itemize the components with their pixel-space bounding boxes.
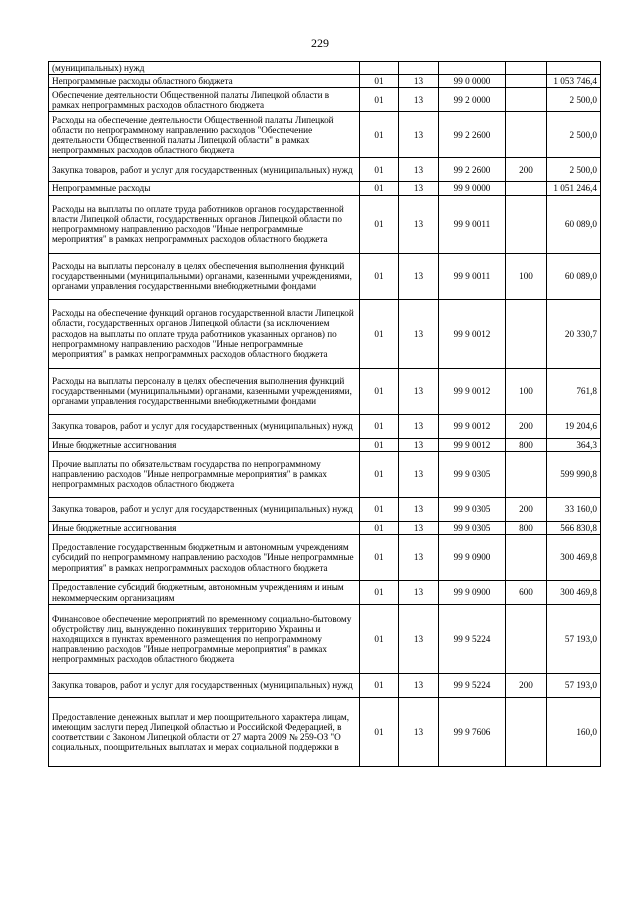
row-name: Расходы на выплаты персоналу в целях обеспечения выполнения функций государственными (муниципальными) органами, казенными учреждениями, органами управления государственными внебюджетными фондами: [49, 368, 360, 414]
row-amount: 160,0: [547, 698, 601, 767]
page-number: 229: [311, 36, 329, 50]
table-row: [49, 497, 601, 521]
row-target-article: 99 9 5224: [439, 605, 506, 674]
row-name: Финансовое обеспечение мероприятий по временному социально-бытовому обустройству лиц, вынужденно покинувших территорию Украины и находящихся в пунктах временного размещения по непрограммному направлению расходов "Иные непрограммные мероприятия" в рамках непрограммных расходов областного бюджета: [49, 605, 360, 674]
row-subsection: 13: [399, 414, 439, 438]
row-amount: 1 053 746,4: [547, 75, 601, 88]
row-target-article: 99 9 0011: [439, 195, 506, 253]
row-amount: 566 830,8: [547, 521, 601, 534]
row-target-article: 99 9 0011: [439, 253, 506, 299]
row-section: 01: [360, 521, 399, 534]
row-expense-type: 100: [506, 253, 547, 299]
row-name: Прочие выплаты по обязательствам государства по непрограммному направлению расходов "Иные непрограммные мероприятия" в рамках непрограммных расходов областного бюджета: [49, 451, 360, 497]
row-section: 01: [360, 158, 399, 182]
table-row: [49, 62, 601, 75]
row-target-article: 99 9 0305: [439, 451, 506, 497]
row-name: Предоставление субсидий бюджетным, автономным учреждениям и иным некоммерческим организациям: [49, 581, 360, 605]
row-section: [360, 62, 399, 75]
table-row: [49, 414, 601, 438]
row-target-article: 99 9 0900: [439, 535, 506, 581]
budget-table: [48, 61, 601, 767]
row-section: 01: [360, 112, 399, 158]
table-row: [49, 158, 601, 182]
row-subsection: 13: [399, 698, 439, 767]
row-amount: 599 990,8: [547, 451, 601, 497]
row-section: 01: [360, 182, 399, 195]
table-row: [49, 299, 601, 368]
row-expense-type: [506, 605, 547, 674]
row-name: Предоставление государственным бюджетным и автономным учреждениям субсидий по непрограммному направлению расходов "Иные непрограммные мероприятия" в рамках непрограммных расходов областного бюджета: [49, 535, 360, 581]
row-amount: 300 469,8: [547, 581, 601, 605]
row-subsection: 13: [399, 182, 439, 195]
table-row: [49, 182, 601, 195]
row-name: (муниципальных) нужд: [49, 62, 360, 75]
row-expense-type: 800: [506, 438, 547, 451]
table-row: [49, 88, 601, 112]
table-row: [49, 438, 601, 451]
row-name: Закупка товаров, работ и услуг для государственных (муниципальных) нужд: [49, 497, 360, 521]
row-expense-type: [506, 182, 547, 195]
row-target-article: 99 9 0305: [439, 521, 506, 534]
row-name: Иные бюджетные ассигнования: [49, 438, 360, 451]
row-expense-type: [506, 451, 547, 497]
row-expense-type: 200: [506, 158, 547, 182]
row-expense-type: [506, 75, 547, 88]
row-target-article: 99 9 0012: [439, 299, 506, 368]
row-expense-type: [506, 88, 547, 112]
row-expense-type: [506, 195, 547, 253]
table-row: [49, 698, 601, 767]
row-expense-type: 800: [506, 521, 547, 534]
table-row: [49, 521, 601, 534]
row-expense-type: [506, 698, 547, 767]
row-target-article: 99 9 0012: [439, 438, 506, 451]
row-name: Расходы на обеспечение деятельности Общественной палаты Липецкой области по непрограммному направлению расходов "Обеспечение деятельности Общественной палаты Липецкой области" в рамках непрограммных расходов областного бюджета: [49, 112, 360, 158]
row-section: 01: [360, 605, 399, 674]
row-section: 01: [360, 581, 399, 605]
row-subsection: 13: [399, 299, 439, 368]
row-expense-type: 200: [506, 497, 547, 521]
table-row: [49, 535, 601, 581]
row-subsection: 13: [399, 521, 439, 534]
row-subsection: 13: [399, 195, 439, 253]
table-row: [49, 581, 601, 605]
table-row: [49, 75, 601, 88]
row-name: Непрограммные расходы областного бюджета: [49, 75, 360, 88]
row-name: Расходы на выплаты персоналу в целях обеспечения выполнения функций государственными (муниципальными) органами, казенными учреждениями, органами управления государственными внебюджетными фондами: [49, 253, 360, 299]
row-name: Непрограммные расходы: [49, 182, 360, 195]
table-row: [49, 674, 601, 698]
table-row: [49, 451, 601, 497]
row-section: 01: [360, 75, 399, 88]
row-target-article: 99 9 0012: [439, 368, 506, 414]
row-subsection: 13: [399, 75, 439, 88]
row-name: Закупка товаров, работ и услуг для государственных (муниципальных) нужд: [49, 158, 360, 182]
table-row: [49, 112, 601, 158]
row-section: 01: [360, 299, 399, 368]
table-row: [49, 605, 601, 674]
row-amount: 57 193,0: [547, 674, 601, 698]
row-amount: 761,8: [547, 368, 601, 414]
row-target-article: 99 0 0000: [439, 75, 506, 88]
row-amount: 2 500,0: [547, 88, 601, 112]
row-amount: 300 469,8: [547, 535, 601, 581]
row-name: Закупка товаров, работ и услуг для государственных (муниципальных) нужд: [49, 674, 360, 698]
row-target-article: 99 9 0305: [439, 497, 506, 521]
row-subsection: 13: [399, 88, 439, 112]
budget-table-body: [49, 62, 601, 767]
row-amount: 2 500,0: [547, 158, 601, 182]
row-subsection: 13: [399, 674, 439, 698]
row-expense-type: [506, 112, 547, 158]
row-subsection: 13: [399, 581, 439, 605]
row-expense-type: [506, 62, 547, 75]
row-amount: 19 204,6: [547, 414, 601, 438]
row-subsection: 13: [399, 112, 439, 158]
row-subsection: 13: [399, 158, 439, 182]
row-expense-type: 100: [506, 368, 547, 414]
row-section: 01: [360, 195, 399, 253]
row-target-article: 99 9 7606: [439, 698, 506, 767]
row-name: Обеспечение деятельности Общественной палаты Липецкой области в рамках непрограммных расходов областного бюджета: [49, 88, 360, 112]
row-target-article: [439, 62, 506, 75]
row-expense-type: 600: [506, 581, 547, 605]
row-amount: 60 089,0: [547, 253, 601, 299]
row-section: 01: [360, 368, 399, 414]
row-section: 01: [360, 438, 399, 451]
row-section: 01: [360, 674, 399, 698]
row-amount: 364,3: [547, 438, 601, 451]
row-expense-type: 200: [506, 414, 547, 438]
row-name: Предоставление денежных выплат и мер поощрительного характера лицам, имеющим заслуги перед Липецкой областью и Российской Федерацией, в соответствии с Законом Липецкой области от 27 марта 2009 № 259-ОЗ "О социальных, поощрительных выплатах и мерах социальной поддержки в: [49, 698, 360, 767]
row-amount: 33 160,0: [547, 497, 601, 521]
row-amount: 20 330,7: [547, 299, 601, 368]
row-subsection: 13: [399, 253, 439, 299]
row-subsection: 13: [399, 497, 439, 521]
row-amount: [547, 62, 601, 75]
row-amount: 60 089,0: [547, 195, 601, 253]
row-amount: 1 051 246,4: [547, 182, 601, 195]
row-name: Расходы на выплаты по оплате труда работников органов государственной власти Липецкой области, государственных органов Липецкой области по непрограммному направлению расходов "Иные непрограммные мероприятия" в рамках непрограммных расходов областного бюджета: [49, 195, 360, 253]
row-section: 01: [360, 535, 399, 581]
row-name: Расходы на обеспечение функций органов государственной власти Липецкой области, государственных органов Липецкой области (за исключением расходов на выплаты по оплате труда работников указанных органов) по непрограммному направлению расходов "Иные непрограммные мероприятия" в рамках непрограммных расходов областного бюджета: [49, 299, 360, 368]
table-row: [49, 253, 601, 299]
row-amount: 57 193,0: [547, 605, 601, 674]
row-target-article: 99 9 0012: [439, 414, 506, 438]
row-subsection: 13: [399, 368, 439, 414]
row-target-article: 99 9 0000: [439, 182, 506, 195]
row-section: 01: [360, 88, 399, 112]
row-subsection: 13: [399, 535, 439, 581]
row-subsection: 13: [399, 451, 439, 497]
table-row: [49, 195, 601, 253]
row-target-article: 99 2 0000: [439, 88, 506, 112]
row-target-article: 99 9 0900: [439, 581, 506, 605]
row-section: 01: [360, 497, 399, 521]
row-target-article: 99 9 5224: [439, 674, 506, 698]
row-target-article: 99 2 2600: [439, 158, 506, 182]
row-subsection: [399, 62, 439, 75]
row-subsection: 13: [399, 438, 439, 451]
row-subsection: 13: [399, 605, 439, 674]
row-section: 01: [360, 253, 399, 299]
row-target-article: 99 2 2600: [439, 112, 506, 158]
row-name: Иные бюджетные ассигнования: [49, 521, 360, 534]
row-name: Закупка товаров, работ и услуг для государственных (муниципальных) нужд: [49, 414, 360, 438]
row-expense-type: [506, 299, 547, 368]
table-row: [49, 368, 601, 414]
row-amount: 2 500,0: [547, 112, 601, 158]
row-section: 01: [360, 414, 399, 438]
row-expense-type: 200: [506, 674, 547, 698]
row-section: 01: [360, 698, 399, 767]
row-expense-type: [506, 535, 547, 581]
row-section: 01: [360, 451, 399, 497]
